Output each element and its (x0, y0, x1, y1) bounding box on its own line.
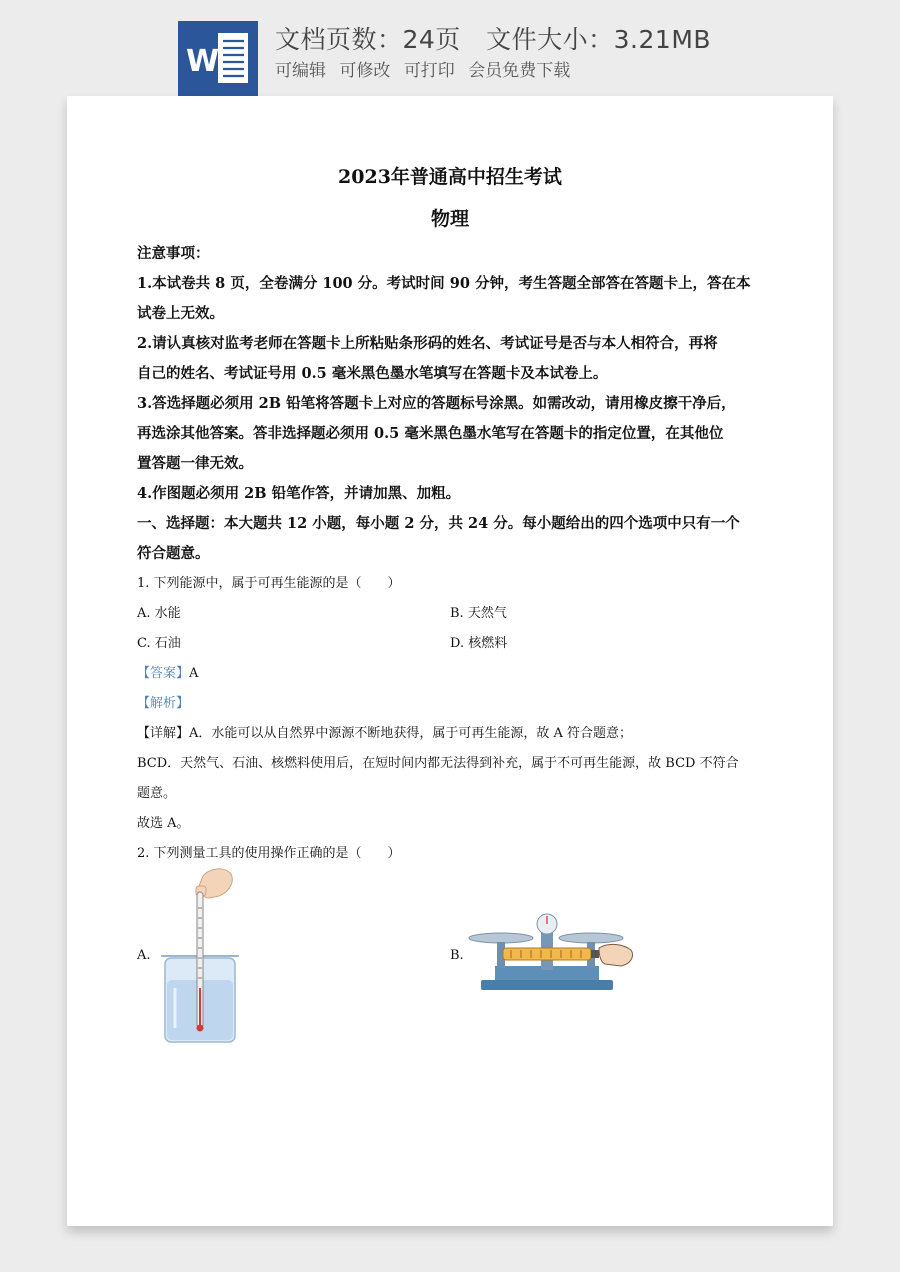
balance-scale-illustration (467, 910, 639, 994)
question-1-stem: 1. 下列能源中，属于可再生能源的是（ ） (137, 576, 401, 591)
q1-option-d: D. 核燃料 (450, 636, 508, 651)
beaker-thermometer-illustration (159, 868, 249, 1046)
detail-tag: 【详解】 (137, 726, 190, 741)
notice-line: 置答题一律无效。 (137, 455, 253, 472)
notice-line: 1.本试卷共 8 页，全卷满分 100 分。考试时间 90 分钟，考生答题全部答在答题卡上，答在本 (137, 275, 751, 292)
notice-line: 4.作图题必须用 2B 铅笔作答，并请加黑、加粗。 (137, 485, 461, 502)
q1-option-c: C. 石油 (137, 636, 181, 651)
q2-option-a: A. (137, 948, 151, 963)
file-stats: 文档页数：24页 文件大小：3.21MB (275, 25, 712, 54)
svg-text:W: W (186, 44, 220, 79)
detail-text: A．水能可以从自然界中源源不断地获得，属于可再生能源，故 A 符合题意； (189, 726, 633, 741)
analysis-tag: 【解析】 (137, 696, 190, 711)
notice-line: 2.请认真核对监考老师在答题卡上所粘贴条形码的姓名、考试证号是否与本人相符合，再将 (137, 335, 718, 352)
notice-line: 自己的姓名、考试证号用 0.5 毫米黑色墨水笔填写在答题卡及本试卷上。 (137, 365, 608, 382)
q1-detail-line: BCD．天然气、石油、核燃料使用后，在短时间内都无法得到补充，属于不可再生能源，故 BCD 不符合 (137, 756, 739, 771)
notice-line: 试卷上无效。 (137, 305, 224, 322)
q1-detail-line (137, 722, 632, 741)
feature-free-download: 会员免费下载 (468, 61, 571, 81)
q1-option-a: A. 水能 (137, 606, 181, 621)
q1-detail-line: 故选 A。 (137, 816, 190, 831)
section-heading: 一、选择题：本大题共 12 小题，每小题 2 分，共 24 分。每小题给出的四个选项中只有一个 (137, 515, 740, 532)
notice-line: 3.答选择题必须用 2B 铅笔将答题卡上对应的答题标号涂黑。如需改动，请用橡皮擦干净后， (137, 395, 736, 412)
notice-line: 再选涂其他答案。答非选择题必须用 0.5 毫米黑色墨水笔写在答题卡的指定位置，在其他位 (137, 425, 724, 442)
question-2-stem: 2. 下列测量工具的使用操作正确的是（ ） (137, 846, 401, 861)
q1-answer (137, 662, 198, 681)
section-heading: 符合题意。 (137, 545, 210, 562)
feature-modifiable: 可修改 (339, 61, 391, 81)
feature-editable: 可编辑 (275, 61, 326, 81)
download-banner (0, 0, 900, 96)
exam-title: 2023年普通高中招生考试 (338, 166, 562, 188)
answer-value: A (189, 666, 199, 681)
feature-list (275, 56, 578, 81)
answer-tag: 【答案】 (137, 666, 190, 681)
exam-subject: 物理 (430, 208, 469, 230)
word-document-icon (178, 21, 258, 96)
q1-detail-line: 题意。 (137, 786, 177, 801)
notice-heading: 注意事项： (137, 245, 210, 262)
document-page (67, 96, 833, 1226)
feature-printable: 可打印 (403, 61, 455, 81)
q2-option-b: B. (450, 948, 464, 963)
q1-option-b: B. 天然气 (450, 606, 507, 621)
